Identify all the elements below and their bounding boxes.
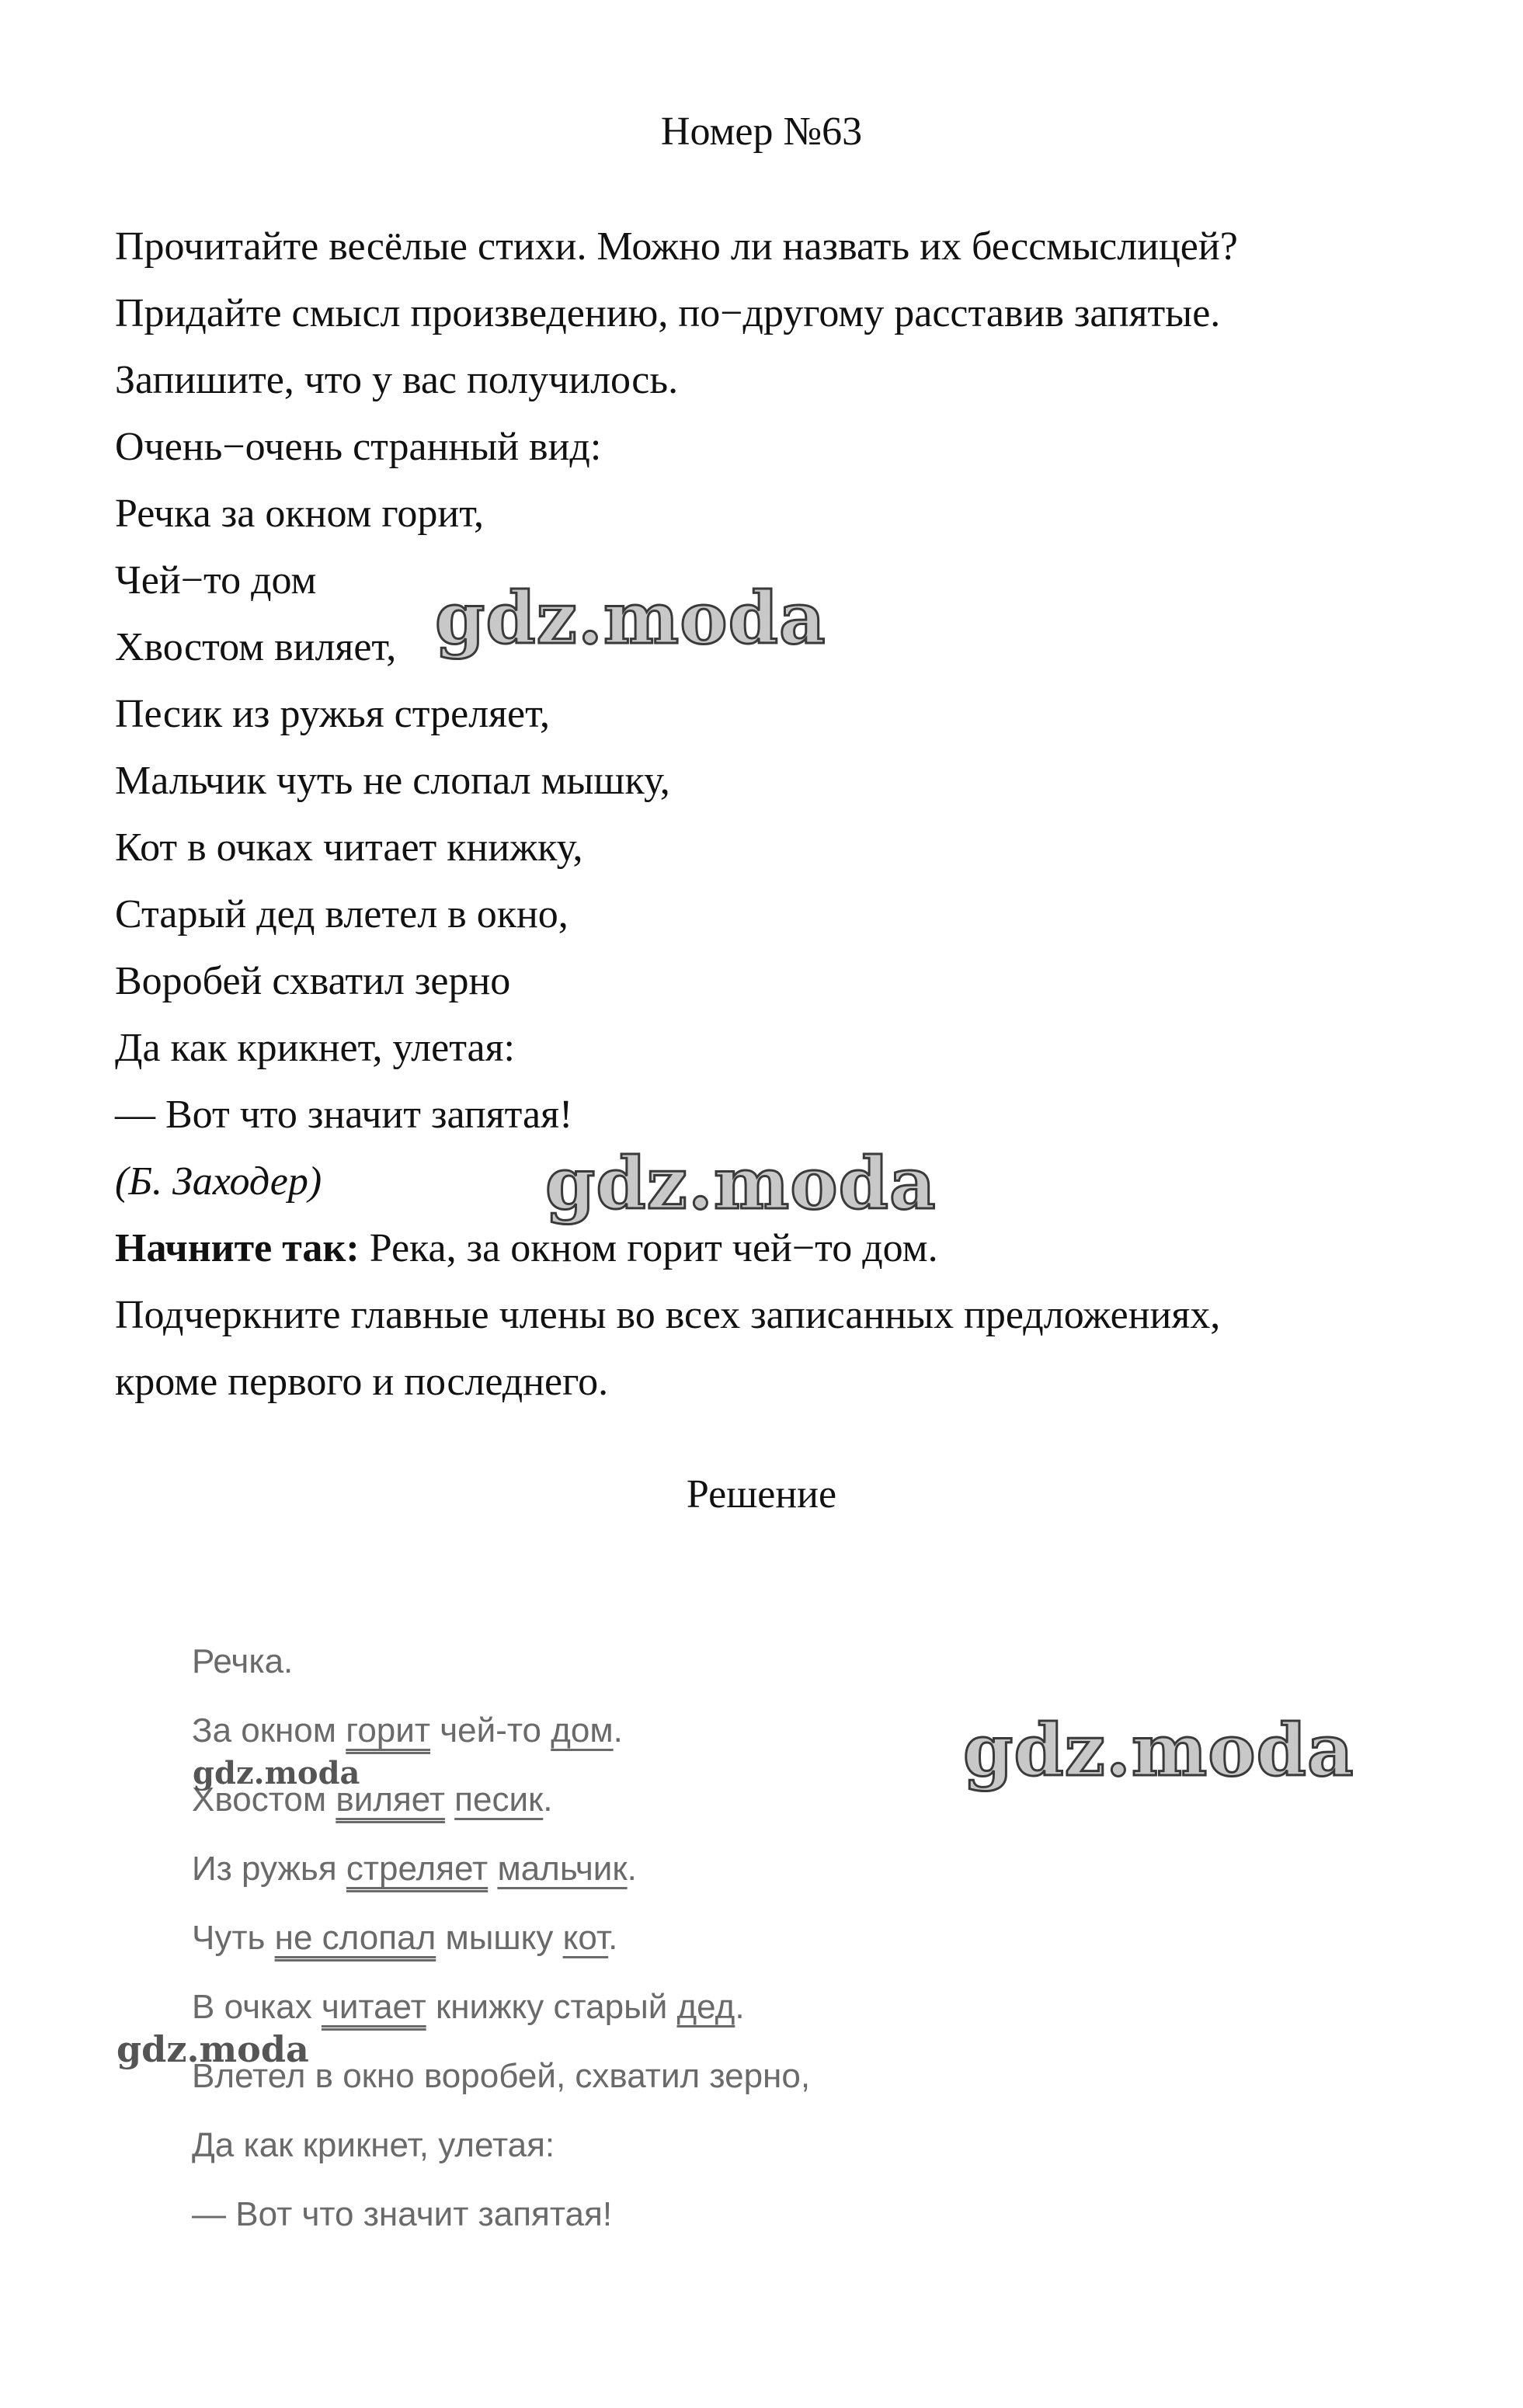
subject: дом (551, 1711, 614, 1750)
answer-text (445, 1781, 454, 1819)
answer-text: Из ружья (192, 1850, 346, 1888)
answer-line: — Вот что значит запятая! (192, 2195, 613, 2233)
watermark-logo-small: gdz.moda (193, 1755, 360, 1791)
answer-block (192, 1627, 810, 2249)
answer-text: . (627, 1850, 637, 1888)
answer-line: Влетел в окно воробей, схватил зерно, (192, 2057, 811, 2095)
answer-text: В очках (192, 1988, 322, 2026)
answer-text: За окном (192, 1711, 346, 1750)
poem-line: Хвостом виляет, (115, 625, 397, 669)
task-line: Запишите, что у вас получилось. (115, 358, 679, 402)
answer-line (192, 1834, 810, 1903)
answer-text: чей-то (430, 1711, 551, 1750)
predicate: горит (346, 1711, 431, 1750)
watermark-logo-small: gdz.moda (116, 2028, 309, 2070)
answer-line: Да как крикнет, улетая: (192, 2126, 555, 2164)
poem-line: Да как крикнет, улетая: (115, 1026, 515, 1070)
watermark-logo: gdz.moda (545, 1141, 937, 1225)
poem-line: Речка за окном горит, (115, 492, 485, 536)
answer-text: . (543, 1781, 553, 1819)
answer-line (192, 1903, 810, 1972)
predicate: стреляет (346, 1850, 489, 1888)
task-line: Придайте смысл произведению, по−другому расставив запятые. (115, 291, 1221, 335)
subject: мальчик (497, 1850, 628, 1888)
poem-line: Мальчик чуть не слопал мышку, (115, 759, 670, 803)
poem-line: Чей−то дом (115, 558, 317, 603)
poem-line: Воробей схватил зерно (115, 959, 511, 1003)
poem-line: Песик из ружья стреляет, (115, 692, 550, 736)
start-hint-label: Начните так: (115, 1226, 360, 1270)
predicate: не слопал (274, 1919, 436, 1957)
answer-text: . (735, 1988, 745, 2026)
task-text (115, 214, 1451, 1416)
subject: дед (676, 1988, 735, 2026)
poem-line: Очень−очень странный вид: (115, 425, 602, 469)
task-line: Подчеркните главные члены во всех записанных предложениях, (115, 1293, 1221, 1337)
subject: песик (454, 1781, 544, 1819)
answer-text: Хвостом (192, 1781, 336, 1819)
page-title: Номер №63 (660, 109, 863, 154)
answer-text: Чуть (192, 1919, 275, 1957)
task-line: кроме первого и последнего. (115, 1360, 609, 1404)
start-hint-text: Река, за окном горит чей−то дом. (359, 1226, 938, 1270)
watermark-logo: gdz.moda (435, 576, 826, 660)
answer-text: . (608, 1919, 618, 1957)
predicate: читает (321, 1988, 426, 2026)
subject: кот (562, 1919, 609, 1957)
solution-heading: Решение (686, 1472, 837, 1517)
poem-line: Кот в очках читает книжку, (115, 825, 583, 870)
answer-text (488, 1850, 497, 1888)
answer-line: Речка. (192, 1642, 294, 1680)
poem-line: Старый дед влетел в окно, (115, 892, 569, 936)
answer-text: . (613, 1711, 623, 1750)
poem-line: — Вот что значит запятая! (115, 1093, 573, 1137)
predicate: виляет (336, 1781, 445, 1819)
poem-author: (Б. Заходер) (115, 1159, 322, 1204)
task-line: Прочитайте весёлые стихи. Можно ли назвать их бессмыслицей? (115, 224, 1238, 269)
watermark-logo: gdz.moda (963, 1708, 1354, 1792)
answer-text: книжку старый (426, 1988, 677, 2026)
answer-text: мышку (436, 1919, 563, 1957)
